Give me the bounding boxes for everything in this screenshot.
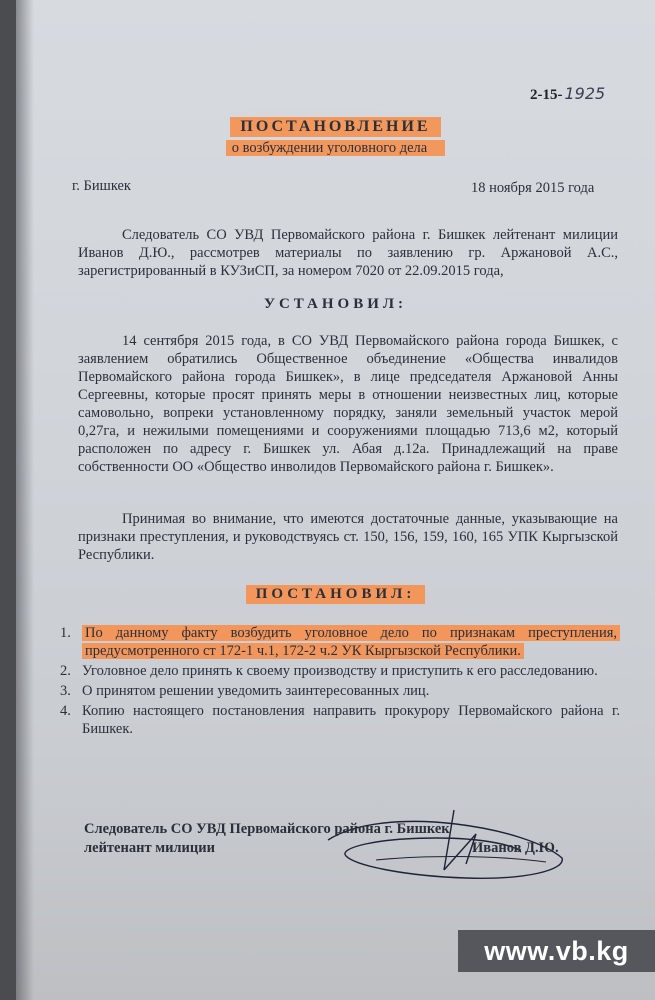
document-number-prefix: 2-15- (530, 87, 563, 103)
decision-list (60, 624, 620, 740)
decision-item (60, 624, 620, 660)
established-heading: УСТАНОВИЛ: (263, 296, 408, 312)
document-city: г. Бишкек (72, 178, 131, 194)
document-page (16, 0, 655, 1000)
document-number-handwritten: 1925 (564, 84, 606, 103)
signature-position (84, 820, 450, 858)
decided-heading-text: ПОСТАНОВИЛ: (246, 585, 426, 604)
document-title (16, 118, 655, 136)
intro-paragraph: Следователь СО УВД Первомайского района г. Бишкек лейтенант милиции Иванов Д.Ю., рассмотрев материалы по заявлению гр. Аржановой А.С., зарегистрированный в КУЗиСП, за номером 7020 от 22.09.2015 года, (78, 227, 618, 279)
document-date: 18 ноября 2015 года (471, 180, 595, 196)
decision-item-text: О принятом решении уведомить заинтересованных лиц. (82, 683, 430, 699)
decision-item-text: По данному факту возбудить уголовное дело по признакам преступления, предусмотренного ст 172-1 ч.1, 172-2 ч.2 УК Кыргызской Республики. (82, 625, 620, 659)
document-subtitle-text: о возбуждении уголовного дела (226, 140, 445, 156)
decision-item (60, 682, 620, 700)
site-watermark: www.vb.kg (458, 930, 655, 972)
signature-position-line1: Следователь СО УВД Первомайского района г. Бишкек (84, 821, 450, 837)
decision-item-text: Копию настоящего постановления направить прокурору Первомайского района г. Бишкек. (82, 703, 620, 737)
signature-position-line2: лейтенант милиции (84, 840, 215, 856)
decided-heading (16, 586, 655, 603)
decision-item-number: 3. (60, 683, 71, 699)
decision-item-number: 1. (60, 625, 71, 641)
document-subtitle (16, 140, 655, 157)
decision-item-number: 4. (60, 703, 71, 719)
decision-item-text: Уголовное дело принять к своему производству и приступить к его расследованию. (82, 663, 598, 679)
decision-item (60, 702, 620, 738)
decision-item (60, 662, 620, 680)
grounds-paragraph: Принимая во внимание, что имеются достаточные данные, указывающие на признаки преступления, и руководствуясь ст. 150, 156, 159, 160, 165 УПК Кыргызской Республики. (78, 511, 618, 563)
facts-paragraph: 14 сентября 2015 года, в СО УВД Первомайского района города Бишкек, с заявлением обратились Общественное объединение «Общества инвалидов Первомайского района города Бишкек», в лице председателя Аржановой Анны Сергеевны, которые просят принять меры в отношении неизвестных лиц, которые самовольно, вопреки установленному порядку, заняли земельный участок мерой 0,27га, и нежилыми помещениями и сооружениями площадью 713,6 м2, который расположен по адресу г. Бишкек ул. Абая д.12а. Принадлежащий на праве собственности ОО «Общество инволидов Первомайского района г. Бишкек». (78, 333, 618, 475)
signature-name: Иванов Д.Ю. (472, 840, 559, 856)
document-title-text: ПОСТАНОВЛЕНИЕ (230, 117, 440, 137)
document-number (530, 84, 605, 104)
decision-item-number: 2. (60, 663, 71, 679)
